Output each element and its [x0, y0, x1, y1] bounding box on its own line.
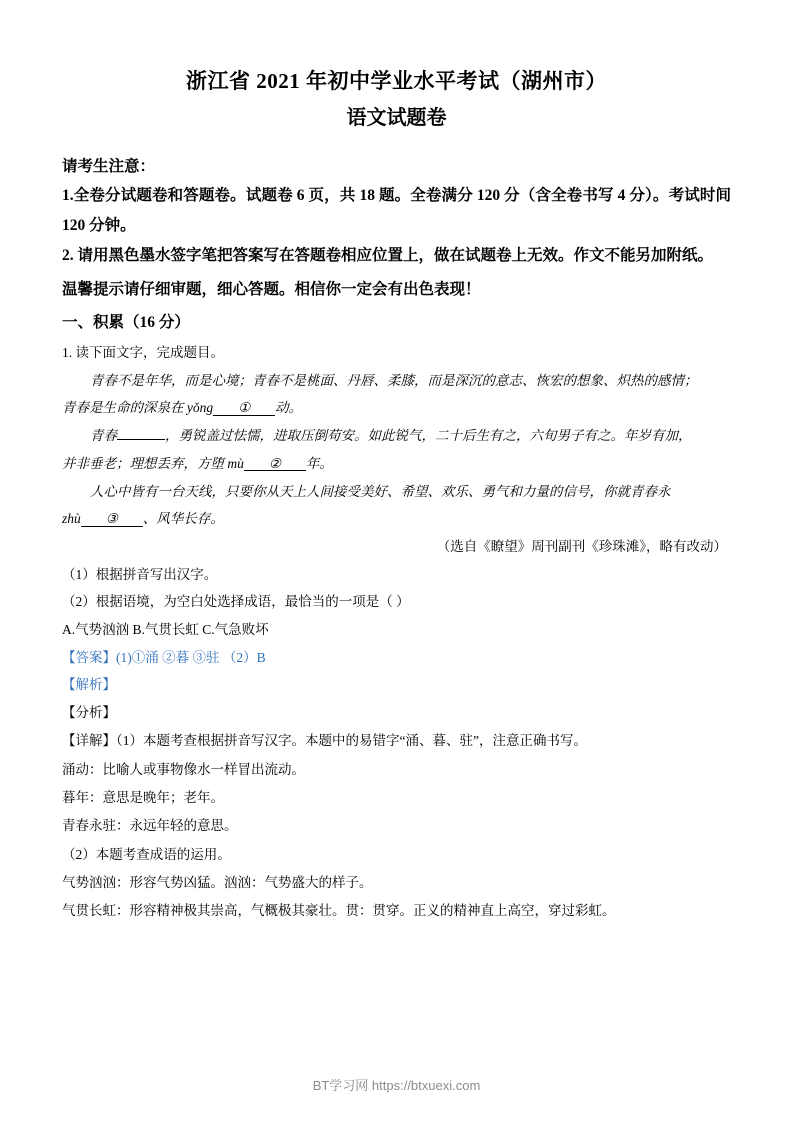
passage-paragraph-1b [62, 394, 731, 422]
idiom-blank [117, 426, 165, 441]
question-1-sub-2: （2）根据语境，为空白处选择成语，最恰当的一项是（ ） [62, 594, 410, 610]
section-title: 一、积累（16 分） [62, 313, 190, 331]
passage-p1-text-b-pre: 青春是生命的深泉在 yǒng [62, 400, 214, 416]
notice-line-2: 2. 请用黑色墨水签字笔把答案写在答题卷相应位置上，做在试题卷上无效。作文不能另加附纸。 [62, 247, 714, 265]
pinyin-blank-2: ② [244, 457, 306, 472]
analysis-tag: 【解析】 [62, 677, 116, 693]
title-block [62, 66, 731, 134]
passage-p1-text-a: 青春不是年华，而是心境；青春不是桃面、丹唇、柔膝，而是深沉的意志、恢宏的想象、炽热的感情； [90, 372, 698, 388]
answer-block: 【答案】(1)①涌 ②暮 ③驻 （2）B [62, 649, 266, 665]
detail-line-4: 青春永驻：永远年轻的意思。 [62, 818, 238, 834]
passage-p1-text-b-post: 动。 [275, 400, 303, 416]
passage-p2-line2-post: 年。 [305, 455, 333, 471]
detail-line-6: 气势汹汹：形容气势凶猛。汹汹：气势盛大的样子。 [62, 874, 373, 890]
passage-paragraph-1 [62, 367, 731, 395]
page-subtitle: 语文试题卷 [346, 106, 447, 129]
passage-p3-text: 人心中皆有一台天线，只要你从天上人间接受美好、希望、欢乐、勇气和力量的信号，你就青春永 [90, 483, 671, 499]
footer-watermark: BT学习网 https://btxuexi.com [312, 1078, 481, 1093]
pinyin-blank-1: ① [213, 401, 275, 416]
detail-line-2: 涌动：比喻人或事物像水一样冒出流动。 [62, 761, 305, 777]
detail-line-1: 【详解】（1）本题考查根据拼音写汉字。本题中的易错字“涌、暮、驻”，注意正确书写。 [62, 733, 587, 749]
question-1-options: A.气势汹汹 B.气贯长虹 C.气急败坏 [62, 621, 269, 637]
question-1-sub-1: （1）根据拼音写出汉字。 [62, 566, 218, 582]
passage-p2-pre: 青春 [90, 428, 117, 444]
passage-paragraph-3b [62, 505, 731, 533]
passage-paragraph-3 [62, 478, 731, 506]
passage-p3-line2-pre: zhù [62, 511, 81, 527]
passage-paragraph-2b [62, 450, 731, 478]
page-title: 浙江省 2021 年初中学业水平考试（湖州市） [186, 69, 607, 93]
fenxi-tag: 【分析】 [62, 704, 116, 720]
passage-source: （选自《瞭望》周刊副刊《珍珠滩》，略有改动） [436, 538, 727, 554]
pinyin-blank-3: ③ [81, 512, 143, 527]
passage-paragraph-2 [62, 422, 731, 450]
notice-tip: 温馨提示请仔细审题，细心答题。相信你一定会有出色表现！ [62, 280, 481, 298]
notice-line-1: 1.全卷分试题卷和答题卷。试题卷 6 页，共 18 题。全卷满分 120 分（含全卷书写 4 分）。考试时间 120 分钟。 [62, 186, 731, 235]
question-1-stem: 1. 读下面文字，完成题目。 [62, 345, 224, 361]
notice-heading: 请考生注意： [62, 157, 156, 175]
detail-line-3: 暮年：意思是晚年；老年。 [62, 789, 224, 805]
detail-line-7: 气贯长虹：形容精神极其崇高，气概极其豪壮。贯：贯穿。正义的精神直上高空，穿过彩虹。 [62, 903, 616, 919]
passage-p3-line2-post: 、风华长存。 [142, 511, 224, 527]
detail-line-5: （2）本题考查成语的运用。 [62, 846, 231, 862]
passage-p2-mid: ，勇锐盖过怯懦，进取压倒苟安。如此锐气，二十后生有之，六旬男子有之。年岁有加， [165, 428, 692, 444]
passage-p2-line2-pre: 并非垂老；理想丢弃，方堕 mù [62, 455, 244, 471]
